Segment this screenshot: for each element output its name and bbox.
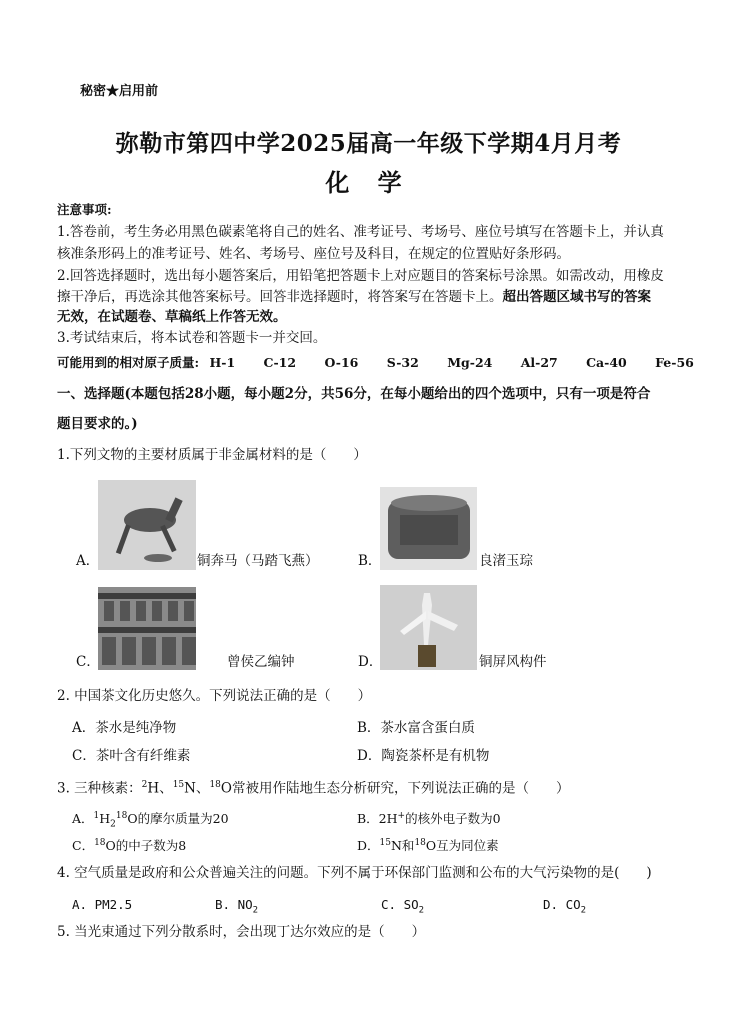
q4-option-b bbox=[215, 894, 258, 922]
bronze-horse-image bbox=[98, 480, 196, 570]
q3-d-n-mass: 15 bbox=[379, 838, 391, 848]
q3-d-letter: D． bbox=[357, 838, 380, 854]
q3-d-text: 互为同位素 bbox=[436, 838, 499, 854]
q3-nuclide-1-mass: 2 bbox=[141, 780, 148, 790]
q2-option-d: D．陶瓷茶杯是有机物 bbox=[357, 748, 490, 764]
q1-option-c-text: 曾侯乙编钟 bbox=[227, 654, 295, 670]
q3-a-letter: A． bbox=[72, 811, 94, 827]
q4-b-sub: 2 bbox=[252, 905, 259, 916]
q1-stem: 1.下列文物的主要材质属于非金属材料的是（ ） bbox=[57, 447, 367, 463]
mass-o: O-16 bbox=[324, 355, 359, 370]
q3-option-d bbox=[357, 832, 499, 857]
note-3: 3.考试结束后，将本试卷和答题卡一并交回。 bbox=[57, 330, 327, 346]
notes-heading: 注意事项: bbox=[57, 202, 112, 217]
note-2-bold: 超出答题区域书写的答案 bbox=[502, 289, 651, 305]
q1-option-a-text: 铜奔马（马踏飞燕） bbox=[197, 553, 319, 569]
q1-option-d-text: 铜屏风构件 bbox=[479, 654, 547, 670]
q3-a-o: O bbox=[127, 811, 138, 827]
q3-nuclide-2-symbol: N bbox=[184, 780, 196, 797]
q3-c-mass: 18 bbox=[94, 838, 106, 848]
note-1-line-1: 1.答卷前，考生务必用黑色碳素笔将自己的姓名、准考证号、考场号、座位号填写在答题卡上，并认真 bbox=[57, 224, 664, 240]
q3-a-o-mass: 18 bbox=[115, 811, 128, 821]
q4-c-sub: 2 bbox=[418, 905, 425, 916]
q4-option-c bbox=[381, 894, 424, 922]
note-2-plain: 擦干净后，再选涂其他答案标号。回答非选择题时，将答案写在答题卡上。 bbox=[57, 289, 503, 305]
section-1-line-1: 一、选择题(本题包括28小题，每小题2分，共56分，在每小题给出的四个选项中，只有一项是符合 bbox=[57, 386, 651, 402]
q5-stem: 5. 当光束通过下列分散系时，会出现丁达尔效应的是（ ） bbox=[57, 924, 426, 940]
q3-stem-post: 常被用作陆地生态分析研究，下列说法正确的是（ ） bbox=[231, 780, 570, 797]
q3-c-text: 的中子数为8 bbox=[115, 838, 187, 854]
q3-a-h-count: 2 bbox=[110, 819, 116, 830]
q2-option-c: C．茶叶含有纤维素 bbox=[72, 748, 191, 764]
q3-d-o-mass: 18 bbox=[414, 838, 426, 848]
mass-ca: Ca-40 bbox=[586, 355, 627, 370]
mass-s: S-32 bbox=[386, 355, 419, 370]
q1-option-b-letter: B． bbox=[358, 553, 382, 569]
q4-stem: 4. 空气质量是政府和公众普遍关注的问题。下列不属于环保部门监测和公布的大气污染物的是( ) bbox=[57, 865, 652, 881]
jade-cong-image bbox=[380, 487, 477, 570]
q3-option-b bbox=[357, 805, 501, 830]
q3-a-h: H bbox=[99, 811, 111, 827]
mass-fe: Fe-56 bbox=[655, 355, 694, 370]
note-1-line-2: 核准条形码上的准考证号、姓名、考场号、座位号及科目，在规定的位置贴好条形码。 bbox=[57, 246, 570, 262]
q3-option-c bbox=[72, 832, 186, 857]
q3-a-h-mass: 1 bbox=[93, 811, 100, 821]
q1-option-b-text: 良渚玉琮 bbox=[479, 553, 533, 569]
q3-sep-2: 、 bbox=[195, 780, 210, 797]
q3-c-o: O bbox=[105, 838, 116, 854]
note-2-line-3: 无效，在试题卷、草稿纸上作答无效。 bbox=[57, 309, 287, 325]
q3-nuclide-1-symbol: H bbox=[147, 780, 160, 797]
q3-sep-1: 、 bbox=[159, 780, 173, 797]
section-1-line-2: 题目要求的。) bbox=[57, 416, 138, 432]
mass-mg: Mg-24 bbox=[447, 355, 493, 370]
q3-b-text: 的核外电子数为0 bbox=[405, 811, 501, 827]
q3-c-letter: C． bbox=[72, 838, 95, 854]
note-2-line-2 bbox=[57, 286, 651, 308]
bianzhong-bells-image bbox=[98, 587, 196, 670]
mass-h: H-1 bbox=[209, 355, 236, 370]
q4-d-sub: 2 bbox=[580, 905, 587, 916]
q4-b-formula: B. NO bbox=[215, 897, 253, 912]
q4-option-a: A. PM2.5 bbox=[72, 897, 133, 912]
q3-b-pre: B．2H bbox=[357, 811, 398, 827]
q3-d-o: O bbox=[425, 838, 437, 854]
q4-c-formula: C. SO bbox=[381, 897, 419, 912]
q3-stem-pre: 3. 三种核素： bbox=[57, 780, 142, 797]
q1-option-d-letter: D． bbox=[358, 654, 383, 670]
atomic-mass-row bbox=[57, 352, 694, 374]
q2-stem: 2. 中国茶文化历史悠久。下列说法正确的是（ ） bbox=[57, 688, 372, 704]
q2-option-a: A．茶水是纯净物 bbox=[72, 720, 177, 736]
atomic-mass-label: 可能用到的相对原子质量: bbox=[57, 355, 200, 370]
q1-option-c-letter: C． bbox=[76, 654, 100, 670]
mass-c: C-12 bbox=[263, 355, 297, 370]
q3-nuclide-2-mass: 15 bbox=[172, 780, 185, 790]
q4-d-formula: D. CO bbox=[543, 897, 581, 912]
q3-stem bbox=[57, 774, 569, 800]
q2-option-b: B．茶水富含蛋白质 bbox=[357, 720, 475, 736]
secret-label: 秘密★启用前 bbox=[80, 84, 159, 99]
exam-title: 弥勒市第四中学2025届高一年级下学期4月月考 bbox=[115, 130, 622, 157]
q3-nuclide-3-symbol: O bbox=[220, 780, 232, 797]
note-2-line-1: 2.回答选择题时，选出每小题答案后，用铅笔把答题卡上对应题目的答案标号涂黑。如需改动，用橡皮 bbox=[57, 268, 664, 284]
exam-subject: 化 学 bbox=[325, 168, 412, 197]
q3-a-text: 的摩尔质量为20 bbox=[137, 811, 229, 827]
mass-al: Al-27 bbox=[520, 355, 558, 370]
bronze-screen-component-image bbox=[380, 585, 477, 670]
q3-b-charge: + bbox=[397, 811, 406, 821]
q3-nuclide-3-mass: 18 bbox=[209, 780, 221, 790]
q1-option-a-letter: A． bbox=[76, 553, 100, 569]
q4-option-d bbox=[543, 894, 586, 922]
q3-d-n: N和 bbox=[390, 838, 415, 854]
